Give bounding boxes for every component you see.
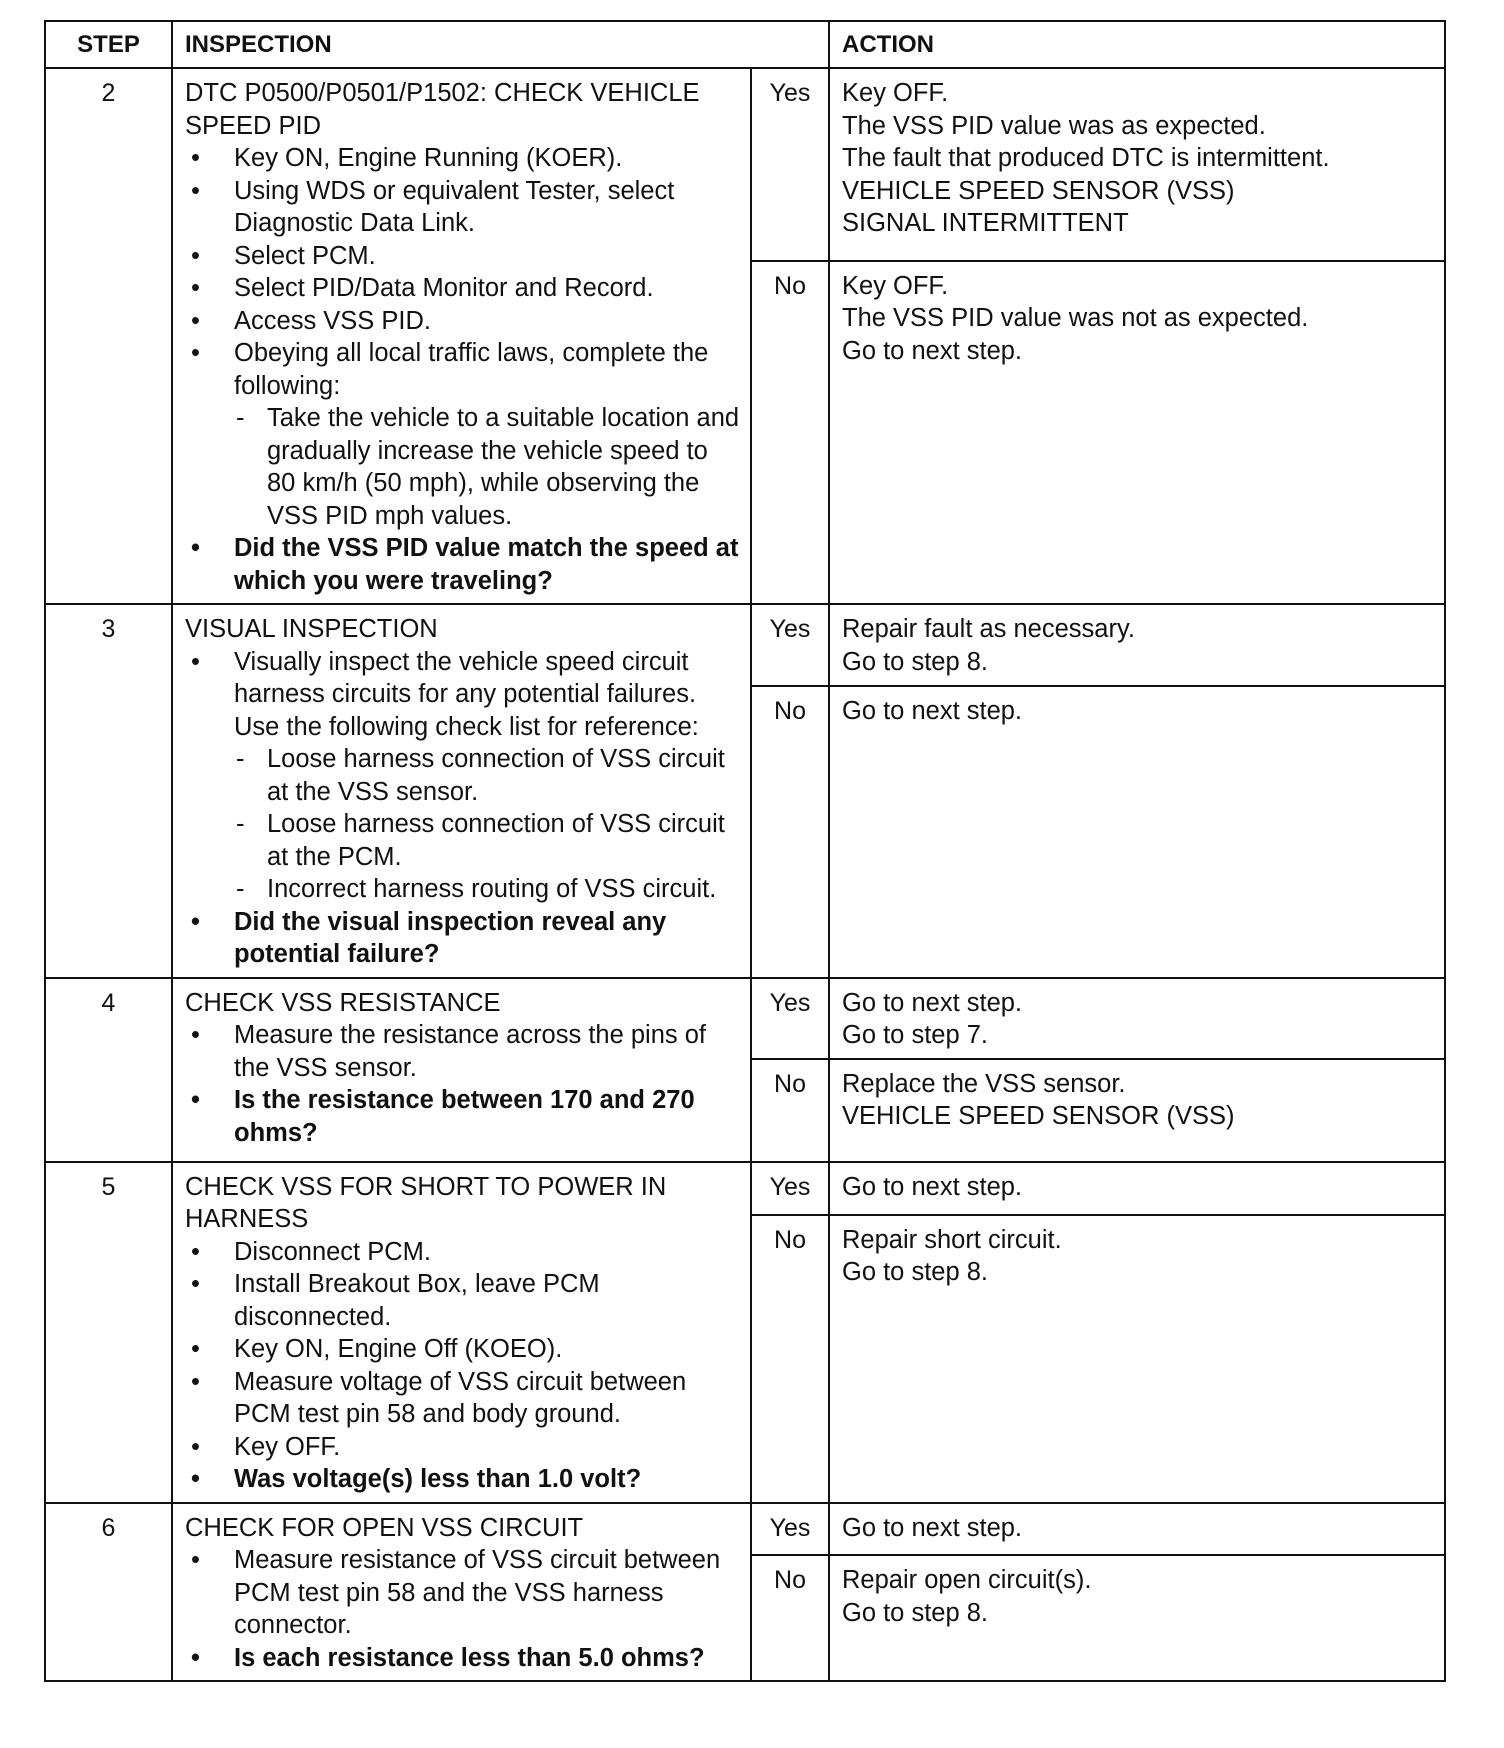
inspection-bullet <box>185 1236 740 1269</box>
step-row <box>45 604 1445 686</box>
yes-label: Yes <box>751 978 829 1059</box>
yes-label: Yes <box>751 604 829 686</box>
bullet-text: Using WDS or equivalent Tester, select Diagnostic Data Link. <box>234 176 675 237</box>
checklist-item: - Loose harness connection of VSS circuit at the PCM. <box>234 808 740 873</box>
bullet-text: Key ON, Engine Running (KOER). <box>234 144 623 172</box>
action-line: VEHICLE SPEED SENSOR (VSS) <box>842 176 1235 205</box>
action-line: Go to next step. <box>842 1172 1023 1201</box>
action-line: Replace the VSS sensor. <box>842 1069 1126 1098</box>
inspection-question: • Is the resistance between 170 and 270 ohms? <box>185 1084 740 1149</box>
action-line: Go to next step. <box>842 336 1023 365</box>
no-action <box>829 686 1445 978</box>
yes-label: Yes <box>751 1162 829 1215</box>
yes-action <box>829 1162 1445 1215</box>
step-number: 4 <box>45 978 172 1162</box>
step-number: 6 <box>45 1503 172 1682</box>
checklist-item: - Incorrect harness routing of VSS circuit. <box>234 873 740 906</box>
yes-action <box>829 604 1445 686</box>
inspection-steps-list <box>185 1019 740 1149</box>
bullet-text: Measure the resistance across the pins of the VSS sensor. <box>234 1021 706 1082</box>
inspection-bullet <box>185 1544 740 1642</box>
inspection-title: SPEED PID <box>185 111 322 140</box>
step-number: 3 <box>45 604 172 978</box>
inspection-question: • Did the visual inspection reveal any potential failure? <box>185 906 740 971</box>
inspection-steps-list <box>185 1236 740 1496</box>
inspection-bullet <box>185 337 740 532</box>
step-row <box>45 1503 1445 1556</box>
action-line: The VSS PID value was not as expected. <box>842 304 1309 333</box>
yes-label: Yes <box>751 68 829 261</box>
no-label: No <box>751 261 829 604</box>
action-line: Go to step 7. <box>842 1021 989 1049</box>
inspection-bullet <box>185 1019 740 1084</box>
step-number: 5 <box>45 1162 172 1503</box>
no-label: No <box>751 686 829 978</box>
inspection-bullet <box>185 305 740 338</box>
inspection-column-header: INSPECTION <box>172 21 829 68</box>
action-column-header: ACTION <box>829 21 1445 68</box>
inspection-steps-list <box>185 1544 740 1674</box>
bullet-text: Measure resistance of VSS circuit between PCM test pin 58 and the VSS harness connector. <box>234 1546 721 1639</box>
action-line: Key OFF. <box>842 271 949 300</box>
bullet-text: Select PID/Data Monitor and Record. <box>234 274 654 302</box>
checklist <box>234 402 740 532</box>
bullet-text: Select PCM. <box>234 241 376 270</box>
inspection-title: CHECK FOR OPEN VSS CIRCUIT <box>185 1513 584 1542</box>
inspection-title: VISUAL INSPECTION <box>185 615 438 643</box>
checklist-item: - Take the vehicle to a suitable location and gradually increase the vehicle speed to 80 km/h (50 mph), while observing the VSS PID mph values. <box>234 402 740 532</box>
yes-action <box>829 1503 1445 1556</box>
bullet-text: Install Breakout Box, leave PCM disconnected. <box>234 1270 600 1331</box>
inspection-bullet <box>185 240 740 273</box>
action-line: Go to step 8. <box>842 647 989 676</box>
bullet-text: Obeying all local traffic laws, complete the following: <box>234 339 709 400</box>
step-column-header: STEP <box>45 21 172 68</box>
inspection-cell <box>172 68 751 604</box>
action-line: The VSS PID value was as expected. <box>842 111 1266 140</box>
inspection-bullet <box>185 1431 740 1464</box>
action-line: Repair fault as necessary. <box>842 615 1135 643</box>
inspection-question: • Was voltage(s) less than 1.0 volt? <box>185 1463 740 1496</box>
no-action <box>829 1215 1445 1503</box>
bullet-text: Key OFF. <box>234 1432 341 1461</box>
diagnostic-table <box>44 20 1446 1682</box>
inspection-steps-list <box>185 142 740 597</box>
action-line: Go to step 8. <box>842 1598 989 1627</box>
inspection-bullet <box>185 646 740 906</box>
inspection-title: DTC P0500/P0501/P1502: CHECK VEHICLE <box>185 79 700 107</box>
inspection-bullet <box>185 1333 740 1366</box>
yes-action <box>829 978 1445 1059</box>
header-row <box>45 21 1445 68</box>
step-row <box>45 978 1445 1059</box>
step-rows <box>45 68 1445 1681</box>
no-action <box>829 1059 1445 1162</box>
bullet-text: Disconnect PCM. <box>234 1237 431 1266</box>
action-line: The fault that produced DTC is intermittent. <box>842 144 1330 172</box>
yes-label: Yes <box>751 1503 829 1556</box>
no-label: No <box>751 1059 829 1162</box>
inspection-cell <box>172 1503 751 1682</box>
action-line: Key OFF. <box>842 79 949 107</box>
no-action <box>829 1555 1445 1681</box>
bullet-text: Access VSS PID. <box>234 306 431 335</box>
step-row <box>45 1162 1445 1215</box>
action-line: Go to next step. <box>842 1513 1023 1542</box>
inspection-cell <box>172 1162 751 1503</box>
bullet-text: Measure voltage of VSS circuit between PCM test pin 58 and body ground. <box>234 1367 687 1428</box>
yes-action <box>829 68 1445 261</box>
action-line: Go to next step. <box>842 988 1023 1017</box>
no-action <box>829 261 1445 604</box>
action-line: Repair short circuit. <box>842 1225 1062 1254</box>
inspection-bullet <box>185 272 740 305</box>
checklist <box>234 743 740 906</box>
inspection-bullet <box>185 1268 740 1333</box>
inspection-title: CHECK VSS RESISTANCE <box>185 988 501 1017</box>
no-label: No <box>751 1555 829 1681</box>
inspection-question: • Did the VSS PID value match the speed at which you were traveling? <box>185 532 740 597</box>
no-label: No <box>751 1215 829 1503</box>
checklist-item: - Loose harness connection of VSS circuit at the VSS sensor. <box>234 743 740 808</box>
inspection-title: CHECK VSS FOR SHORT TO POWER IN <box>185 1172 667 1201</box>
bullet-text: Visually inspect the vehicle speed circuit harness circuits for any potential failures. Use the following check list for reference: <box>234 647 699 741</box>
inspection-question: • Is each resistance less than 5.0 ohms? <box>185 1642 740 1675</box>
inspection-cell <box>172 604 751 978</box>
action-line: VEHICLE SPEED SENSOR (VSS) <box>842 1102 1235 1130</box>
inspection-bullet <box>185 1366 740 1431</box>
action-line: Go to step 8. <box>842 1258 989 1287</box>
action-line: Go to next step. <box>842 696 1023 725</box>
diagnostic-procedure-sheet <box>44 20 1444 1682</box>
step-row <box>45 68 1445 261</box>
action-line: SIGNAL INTERMITTENT <box>842 209 1129 237</box>
inspection-title: HARNESS <box>185 1205 309 1233</box>
inspection-bullet <box>185 175 740 240</box>
inspection-cell <box>172 978 751 1162</box>
inspection-steps-list <box>185 646 740 971</box>
inspection-bullet <box>185 142 740 175</box>
bullet-text: Key ON, Engine Off (KOEO). <box>234 1335 563 1363</box>
step-number: 2 <box>45 68 172 604</box>
action-line: Repair open circuit(s). <box>842 1566 1092 1595</box>
